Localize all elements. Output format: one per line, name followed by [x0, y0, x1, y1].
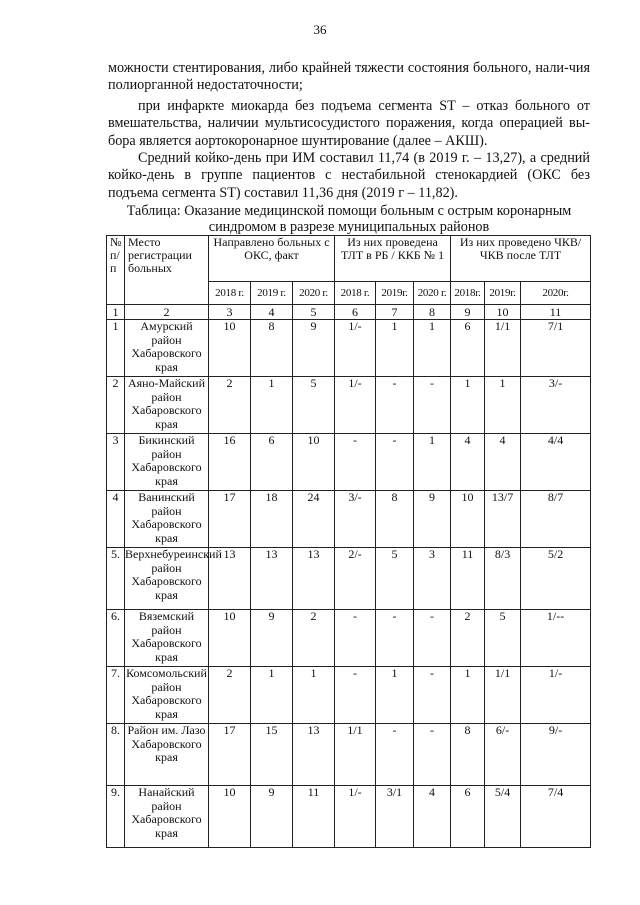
data-cell: 13: [209, 548, 251, 610]
year-header: 2019г.: [485, 282, 521, 305]
data-cell: 1: [251, 377, 293, 434]
data-cell: 24: [293, 491, 335, 548]
table-row: [107, 610, 591, 667]
year-header: 2018 г.: [209, 282, 251, 305]
data-cell: 13: [251, 548, 293, 610]
data-cell: -: [335, 667, 376, 724]
data-cell: 9/-: [521, 724, 591, 786]
year-header: 2020 г.: [293, 282, 335, 305]
acs-care-table: [106, 235, 591, 848]
data-cell: 10: [293, 434, 335, 491]
data-cell: 8: [376, 491, 414, 548]
row-number: 4: [107, 491, 125, 548]
column-number: 4: [251, 305, 293, 320]
data-cell: 13: [293, 724, 335, 786]
data-cell: 2: [209, 377, 251, 434]
table-row: [107, 548, 591, 610]
data-cell: 5: [485, 610, 521, 667]
data-cell: 9: [251, 786, 293, 848]
data-cell: -: [335, 434, 376, 491]
column-number: 11: [521, 305, 591, 320]
table-row: [107, 491, 591, 548]
year-header: 2020 г.: [414, 282, 451, 305]
row-number: 7.: [107, 667, 125, 724]
data-cell: 6: [451, 786, 485, 848]
data-cell: 1: [376, 320, 414, 377]
data-cell: 7/4: [521, 786, 591, 848]
column-number: 10: [485, 305, 521, 320]
paragraph-1-text: можности стентирования, либо крайней тяжести состояния больного, нали-чия полиорганной недостаточности;: [108, 60, 590, 94]
data-cell: -: [335, 610, 376, 667]
paragraph-2-text: при инфаркте миокарда без подъема сегмента ST – отказ больного от вмешательства, наличии мультисосудистого поражения, когда операцией вы-бора является аортокоронарное шунтирование (далее – АКШ).: [108, 98, 590, 149]
data-cell: 4/4: [521, 434, 591, 491]
row-number: 3: [107, 434, 125, 491]
table-caption-line-2: синдромом в разрезе муниципальных районов: [208, 219, 490, 235]
data-cell: 1: [451, 377, 485, 434]
region-name: Аяно-Майский район Хабаровского края: [125, 377, 209, 434]
data-cell: 8: [451, 724, 485, 786]
data-cell: 3/-: [335, 491, 376, 548]
data-cell: 11: [451, 548, 485, 610]
column-number: 3: [209, 305, 251, 320]
region-name: Верхнебуреинский район Хабаровского края: [125, 548, 209, 610]
row-number: 9.: [107, 786, 125, 848]
column-numbers-row: [107, 305, 591, 320]
header-place: Место регистрации больных: [125, 236, 209, 305]
column-number: 7: [376, 305, 414, 320]
data-cell: -: [414, 610, 451, 667]
data-cell: 1/-: [521, 667, 591, 724]
header-sent: Направлено больных с ОКС, факт: [209, 236, 335, 282]
data-cell: 10: [209, 320, 251, 377]
data-cell: 4: [451, 434, 485, 491]
paragraph-1: [108, 60, 590, 95]
data-cell: 10: [451, 491, 485, 548]
data-cell: 1/-: [335, 377, 376, 434]
table-row: [107, 667, 591, 724]
data-cell: 1: [376, 667, 414, 724]
year-header: 2018г.: [451, 282, 485, 305]
region-name: Комсомольский район Хабаровского края: [125, 667, 209, 724]
region-name: Вяземский район Хабаровского края: [125, 610, 209, 667]
data-cell: 6: [251, 434, 293, 491]
data-cell: -: [376, 377, 414, 434]
data-cell: 3/1: [376, 786, 414, 848]
data-cell: -: [376, 610, 414, 667]
row-number: 5.: [107, 548, 125, 610]
column-number: 6: [335, 305, 376, 320]
data-cell: 4: [414, 786, 451, 848]
data-cell: 2: [209, 667, 251, 724]
data-cell: 1: [414, 434, 451, 491]
table-row: [107, 377, 591, 434]
header-tlt: Из них проведена ТЛТ в РБ / ККБ № 1: [335, 236, 451, 282]
data-cell: 15: [251, 724, 293, 786]
data-cell: 3: [414, 548, 451, 610]
data-cell: 5/2: [521, 548, 591, 610]
table-row: [107, 786, 591, 848]
page-number: 36: [313, 22, 327, 37]
data-cell: 2: [293, 610, 335, 667]
data-cell: 5: [376, 548, 414, 610]
row-number: 6.: [107, 610, 125, 667]
year-header: 2019 г.: [251, 282, 293, 305]
row-number: 1: [107, 320, 125, 377]
data-cell: 9: [251, 610, 293, 667]
data-cell: 1/1: [485, 320, 521, 377]
data-cell: 1/-: [335, 320, 376, 377]
data-cell: 5/4: [485, 786, 521, 848]
data-cell: 6: [451, 320, 485, 377]
header-row: [107, 236, 591, 282]
data-cell: 9: [414, 491, 451, 548]
data-cell: 10: [209, 610, 251, 667]
data-cell: 5: [293, 377, 335, 434]
data-cell: 1/-: [335, 786, 376, 848]
data-cell: 1: [251, 667, 293, 724]
data-cell: 11: [293, 786, 335, 848]
data-cell: 1: [293, 667, 335, 724]
data-cell: 1/1: [485, 667, 521, 724]
data-cell: -: [376, 724, 414, 786]
data-cell: 8/3: [485, 548, 521, 610]
data-cell: 2: [451, 610, 485, 667]
region-name: Амурский район Хабаровского края: [125, 320, 209, 377]
column-number: 8: [414, 305, 451, 320]
data-cell: 17: [209, 491, 251, 548]
region-name: Бикинский район Хабаровского края: [125, 434, 209, 491]
row-number: 2: [107, 377, 125, 434]
data-cell: 9: [293, 320, 335, 377]
data-cell: 17: [209, 724, 251, 786]
data-cell: 13: [293, 548, 335, 610]
table-row: [107, 320, 591, 377]
data-cell: -: [376, 434, 414, 491]
table-row: [107, 434, 591, 491]
data-cell: 4: [485, 434, 521, 491]
table-row: [107, 724, 591, 786]
data-cell: 18: [251, 491, 293, 548]
data-cell: 16: [209, 434, 251, 491]
header-num: № п/п: [107, 236, 125, 305]
data-cell: 8/7: [521, 491, 591, 548]
paragraph-3-text: Средний койко-день при ИМ составил 11,74 (в 2019 г. – 13,27), а средний койко-день в группе пациентов с нестабильной стенокардией (ОКС без подъема сегмента ST) составил 11,36 дня (2019 г – 11,82).: [108, 150, 590, 201]
region-name: Нанайский район Хабаровского края: [125, 786, 209, 848]
data-cell: 3/-: [521, 377, 591, 434]
data-cell: 8: [251, 320, 293, 377]
data-cell: 10: [209, 786, 251, 848]
table-caption-line-1: Таблица: Оказание медицинской помощи больным с острым коронарным: [126, 203, 572, 219]
region-name: Ванинский район Хабаровского края: [125, 491, 209, 548]
data-cell: 1/1: [335, 724, 376, 786]
year-header: 2018 г.: [335, 282, 376, 305]
table-body: [107, 320, 591, 848]
paragraph-2: [108, 98, 590, 150]
data-cell: -: [414, 377, 451, 434]
data-cell: 7/1: [521, 320, 591, 377]
column-number: 5: [293, 305, 335, 320]
data-cell: 1: [485, 377, 521, 434]
data-cell: 1: [451, 667, 485, 724]
data-cell: 1: [414, 320, 451, 377]
data-cell: -: [414, 724, 451, 786]
row-number: 8.: [107, 724, 125, 786]
data-cell: 2/-: [335, 548, 376, 610]
header-pci: Из них проведено ЧКВ/ ЧКВ после ТЛТ: [451, 236, 591, 282]
column-number: 1: [107, 305, 125, 320]
column-number: 2: [125, 305, 209, 320]
data-cell: 13/7: [485, 491, 521, 548]
data-cell: 1/--: [521, 610, 591, 667]
table-caption: [108, 203, 590, 235]
year-header: 2020г.: [521, 282, 591, 305]
year-header: 2019г.: [376, 282, 414, 305]
region-name: Район им. Лазо Хабаровского края: [125, 724, 209, 786]
data-cell: 6/-: [485, 724, 521, 786]
paragraph-3: [108, 150, 590, 202]
data-cell: -: [414, 667, 451, 724]
column-number: 9: [451, 305, 485, 320]
